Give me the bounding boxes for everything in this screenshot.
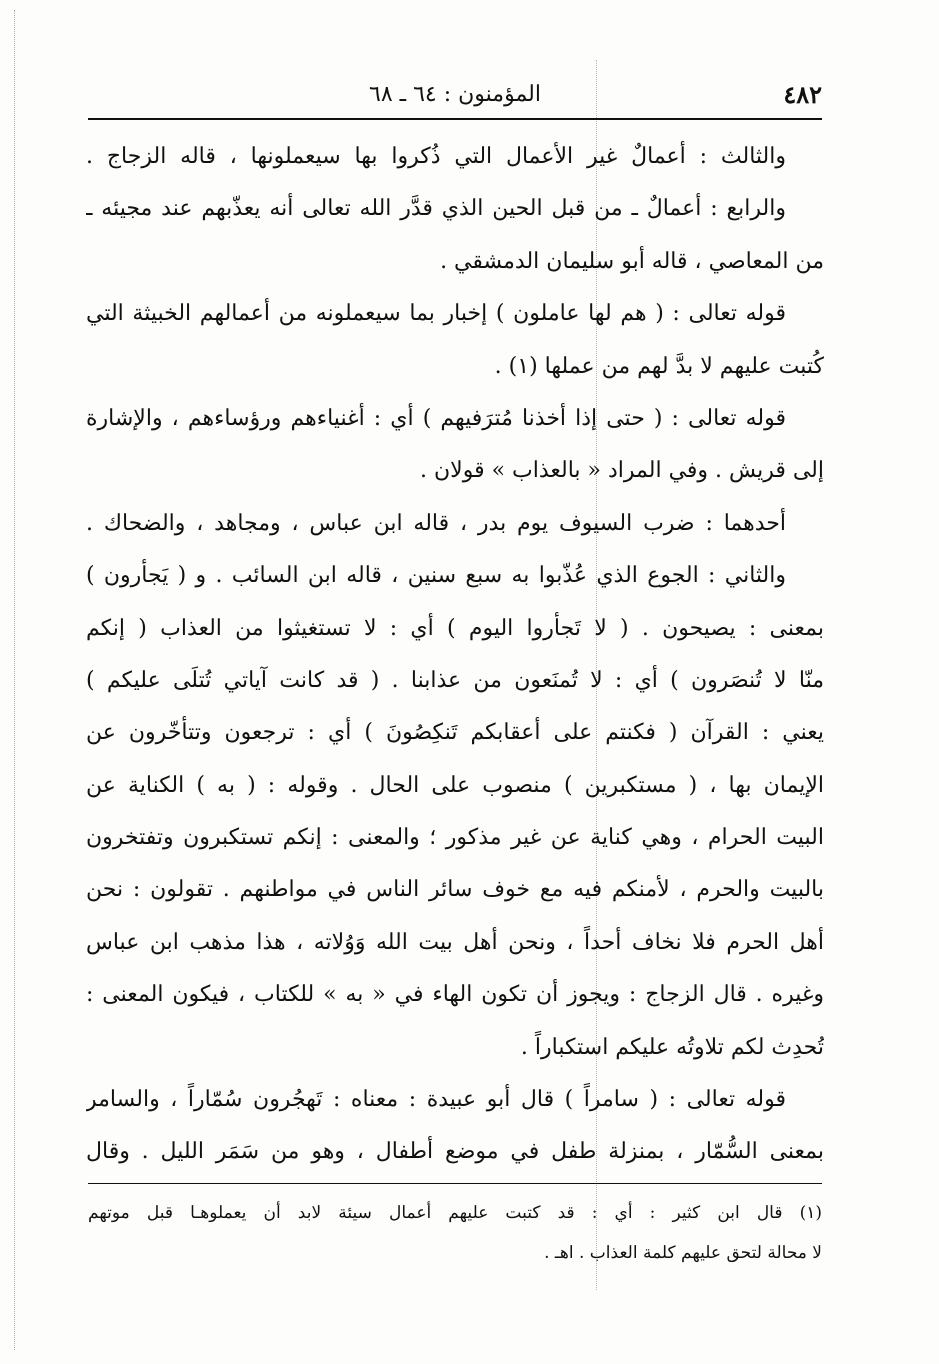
text-line: قوله تعالى : ( هم لها عاملون ) إخبار بما سيعملونه من أعمالهم الخبيثة التي bbox=[86, 301, 786, 327]
text-line: الإيمان بها ، ( مستكبرين ) منصوب على الحال . وقوله : ( به ) الكناية عن bbox=[86, 772, 824, 798]
text-line: منّا لا تُنصَرون ) أي : لا تُمنَعون من عذابنا . ( قد كانت آياتي تُتلَى عليكم ) bbox=[86, 667, 824, 693]
footnote-line: (١) قال ابن كثير : أي : قد كتبت عليهم أعمال سيئة لابد أن يعملوهـا قبل موتهم bbox=[88, 1203, 822, 1223]
text-line: إلى قريش . وفي المراد « بالعذاب » قولان . bbox=[420, 458, 824, 484]
text-line: أهل الحرم فلا نخاف أحداً ، ونحن أهل بيت الله وَوُلاته ، هذا مذهب ابن عباس bbox=[86, 929, 824, 955]
text-line: بمعنى : يصيحون . ( لا تَجأروا اليوم ) أي : لا تستغيثوا من العذاب ( إنكم bbox=[86, 615, 824, 641]
footnote-line: لا محالة لتحق عليهم كلمة العذاب . اهـ . bbox=[544, 1243, 822, 1263]
page-header bbox=[88, 78, 822, 114]
text-line: تُحدِث لكم تلاوتُه عليكم استكباراً . bbox=[520, 1034, 824, 1060]
header-rule bbox=[88, 118, 822, 120]
text-line: أحدهما : ضرب السيوف يوم بدر ، قاله ابن عباس ، ومجاهد ، والضحاك . bbox=[86, 510, 786, 536]
text-line: قوله تعالى : ( حتى إذا أخذنا مُترَفيهم ) أي : أغنياءهم ورؤساءهم ، والإشارة bbox=[86, 405, 786, 431]
text-line: البيت الحرام ، وهي كناية عن غير مذكور ؛ والمعنى : إنكم تستكبرون وتفتخرون bbox=[86, 825, 824, 851]
footnote-rule bbox=[88, 1183, 822, 1184]
text-line: كُتبت عليهم لا بدَّ لهم من عملها (١) . bbox=[494, 353, 824, 379]
scan-edge-artifact bbox=[14, 10, 15, 1350]
text-line: بمعنى السُّمّار ، بمنزلة طفل في موضع أطفال ، وهو من سَمَر الليل . وقال bbox=[86, 1139, 824, 1165]
text-line: قوله تعالى : ( سامراً ) قال أبو عبيدة : معناه : تَهجُرون سُمّاراً ، والسامر bbox=[86, 1087, 786, 1113]
running-title: المؤمنون : ٦٤ ـ ٦٨ bbox=[369, 82, 541, 107]
body-text bbox=[86, 131, 824, 1179]
text-line: والثاني : الجوع الذي عُذّبوا به سبع سنين ، قاله ابن السائب . و ( يَجأرون ) bbox=[86, 563, 786, 589]
footnotes bbox=[88, 1193, 822, 1273]
text-line: وغيره . قال الزجاج : ويجوز أن تكون الهاء في « به » للكتاب ، فيكون المعنى : bbox=[86, 982, 824, 1008]
page-number: ٤٨٢ bbox=[783, 80, 822, 109]
text-line: والرابع : أعمالٌ ـ من قبل الحين الذي قدَّر الله تعالى أنه يعذّبهم عند مجيئه ـ bbox=[86, 196, 786, 222]
text-line: يعني : القرآن ( فكنتم على أعقابكم تَنكِصُونَ ) أي : ترجعون وتتأخّرون عن bbox=[86, 720, 824, 746]
text-line: من المعاصي ، قاله أبو سليمان الدمشقي . bbox=[440, 248, 824, 274]
text-line: والثالث : أعمالٌ غير الأعمال التي ذُكروا بها سيعملونها ، قاله الزجاج . bbox=[86, 144, 786, 169]
text-line: بالبيت والحرم ، لأمنكم فيه مع خوف سائر الناس في مواطنهم . تقولون : نحن bbox=[86, 877, 824, 903]
